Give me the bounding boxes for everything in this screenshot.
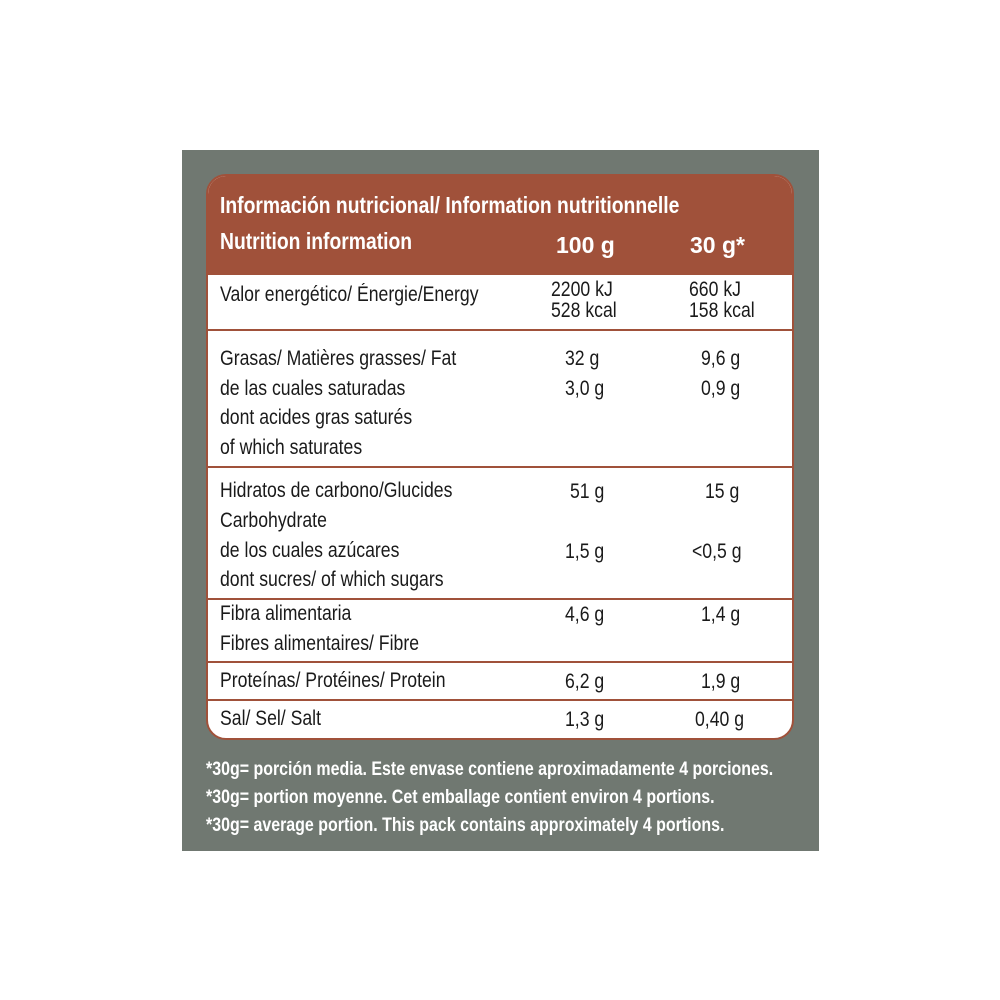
salt-30g: 0,40 g bbox=[695, 708, 745, 731]
column-header-100g: 100 g bbox=[556, 232, 615, 258]
footnote-en: *30g= average portion. This pack contains approximately 4 portions. bbox=[206, 815, 725, 836]
nutrition-table bbox=[206, 174, 794, 740]
fibre-100g: 4,6 g bbox=[565, 603, 605, 626]
column-header-30g: 30 g* bbox=[690, 232, 745, 258]
table-title: Información nutricional/ Information nutritionnelle bbox=[220, 192, 680, 218]
row-divider bbox=[208, 466, 792, 468]
protein-label: Proteínas/ Protéines/ Protein bbox=[220, 669, 446, 692]
sugars-30g: <0,5 g bbox=[692, 540, 742, 563]
energy-30g-kj: 660 kJ bbox=[689, 278, 741, 301]
row-divider bbox=[208, 661, 792, 663]
sugars-label-es: de los cuales azúcares bbox=[220, 539, 400, 562]
carbohydrate-30g: 15 g bbox=[705, 480, 740, 503]
fat-label: Grasas/ Matières grasses/ Fat bbox=[220, 347, 457, 370]
sugars-100g: 1,5 g bbox=[565, 540, 605, 563]
table-header bbox=[208, 176, 792, 275]
energy-30g-kcal: 158 kcal bbox=[689, 299, 755, 322]
saturates-label-fr: dont acides gras saturés bbox=[220, 406, 413, 429]
fibre-30g: 1,4 g bbox=[701, 603, 741, 626]
energy-100g-kj: 2200 kJ bbox=[551, 278, 613, 301]
energy-100g-kcal: 528 kcal bbox=[551, 299, 617, 322]
salt-label: Sal/ Sel/ Salt bbox=[220, 707, 321, 730]
carbohydrate-label-en: Carbohydrate bbox=[220, 509, 327, 532]
energy-label: Valor energético/ Énergie/Energy bbox=[220, 283, 479, 306]
sugars-label-fr-en: dont sucres/ of which sugars bbox=[220, 568, 444, 591]
carbohydrate-100g: 51 g bbox=[570, 480, 605, 503]
row-divider bbox=[208, 699, 792, 701]
saturates-30g: 0,9 g bbox=[701, 377, 741, 400]
salt-100g: 1,3 g bbox=[565, 708, 605, 731]
fat-30g: 9,6 g bbox=[701, 347, 741, 370]
carbohydrate-label-es: Hidratos de carbono/Glucides bbox=[220, 479, 453, 502]
saturates-label-es: de las cuales saturadas bbox=[220, 377, 406, 400]
fibre-label-es: Fibra alimentaria bbox=[220, 602, 352, 625]
table-subtitle: Nutrition information bbox=[220, 228, 413, 254]
saturates-100g: 3,0 g bbox=[565, 377, 605, 400]
protein-100g: 6,2 g bbox=[565, 670, 605, 693]
fat-100g: 32 g bbox=[565, 347, 600, 370]
protein-30g: 1,9 g bbox=[701, 670, 741, 693]
row-divider bbox=[208, 329, 792, 331]
fibre-label-fr-en: Fibres alimentaires/ Fibre bbox=[220, 632, 420, 655]
footnote-fr: *30g= portion moyenne. Cet emballage contient environ 4 portions. bbox=[206, 787, 715, 808]
saturates-label-en: of which saturates bbox=[220, 436, 363, 459]
footnote-es: *30g= porción media. Este envase contiene aproximadamente 4 porciones. bbox=[206, 759, 774, 780]
